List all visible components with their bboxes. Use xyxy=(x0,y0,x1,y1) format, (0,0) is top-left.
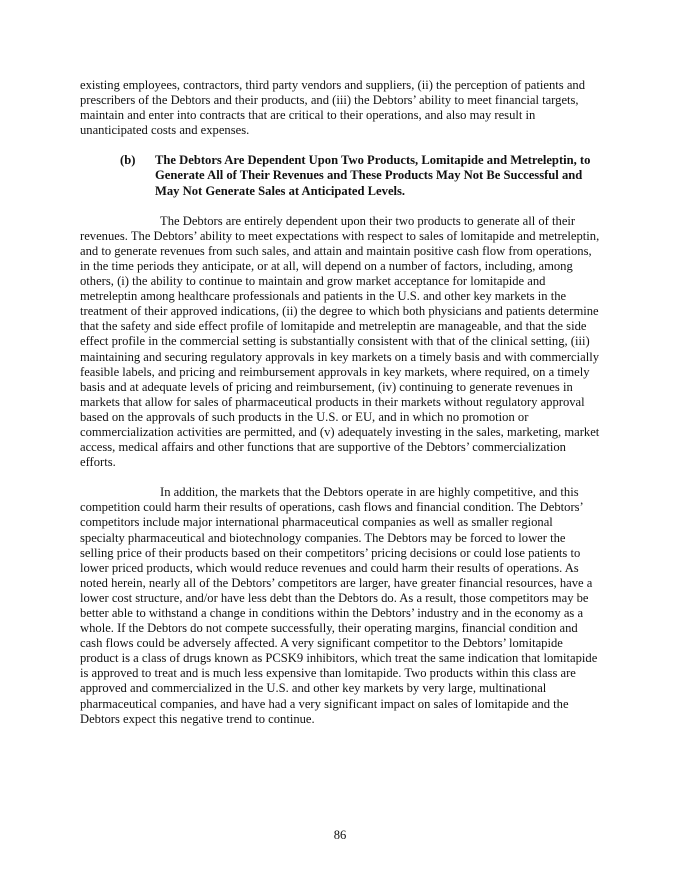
paragraph-continued: existing employees, contractors, third party vendors and suppliers, (ii) the perception of patients and prescribers of the Debtors and their products, and (iii) the Debtors’ ability to meet financial targets, maintain and enter into contracts that are critical to their operations, and also may result in unanticipated costs and expenses. xyxy=(80,78,586,138)
paragraph-dependence: The Debtors are entirely dependent upon their two products to generate all of their revenues. The Debtors’ ability to meet expectations with respect to sales of lomitapide and metreleptin, and to generate revenues from such sales, and attain and maintain positive cash flow from operations, in the time periods they anticipate, or at all, will depend on a number of factors, including, among others, (i) the ability to continue to maintain and grow market acceptance for lomitapide and metreleptin among healthcare professionals and patients in the U.S. and other key markets in the treatment of their approved indications, (ii) the degree to which both physicians and patients determine that the safety and side effect profile of lomitapide and metreleptin are manageable, and that the side effect profile in the commercial setting is substantially consistent with that of the clinical setting, (iii) maintaining and securing regulatory approvals in key markets on a timely basis and with commercially feasible labels, and pricing and reimbursement approvals in key markets, where required, on a timely basis and at adequate levels of pricing and reimbursement, (iv) continuing to generate revenues in markets that allow for sales of pharmaceutical products in their markets without regulatory approval based on the approvals of such products in the U.S. or EU, and in which no promotion or commercialization activities are permitted, and (v) adequately investing in the sales, marketing, market access, medical affairs and other functions that are supportive of the Debtors’ commercialization efforts. xyxy=(80,213,600,470)
section-heading xyxy=(80,153,600,198)
paragraph-competition: In addition, the markets that the Debtors operate in are highly competitive, and this competition could harm their results of operations, cash flows and financial condition. The Debtors’ competitors include major international pharmaceutical companies as well as smaller regional specialty pharmaceutical and biotechnology companies. The Debtors may be forced to lower the selling price of their products based on their competitors’ pricing decisions or could lose patients to lower priced products, which would reduce revenues and could harm their results of operations. As noted herein, nearly all of the Debtors’ competitors are larger, have greater financial resources, have a lower cost structure, and/or have less debt than the Debtors do. As a result, those competitors may be better able to withstand a change in conditions within the Debtors’ industry and in the economy as a whole. If the Debtors do not compete successfully, their operating margins, financial condition and cash flows could be adversely affected. A very significant competitor to the Debtors’ lomitapide product is a class of drugs known as PCSK9 inhibitors, which treat the same indication that lomitapide is approved to treat and is much less expensive than lomitapide. Two products within this class are approved and commercialized in the U.S. and other key markets by very large, multinational pharmaceutical companies, and have had a very significant impact on sales of lomitapide and the Debtors expect this negative trend to continue. xyxy=(80,485,598,726)
section-number: (b) xyxy=(120,153,136,168)
document-body xyxy=(80,78,600,742)
page-number: 86 xyxy=(333,828,347,842)
section-title: The Debtors Are Dependent Upon Two Products, Lomitapide and Metreleptin, to Generate All of Their Revenues and These Products May Not Be Successful and May Not Generate Sales at Anticipated Levels. xyxy=(155,153,591,198)
